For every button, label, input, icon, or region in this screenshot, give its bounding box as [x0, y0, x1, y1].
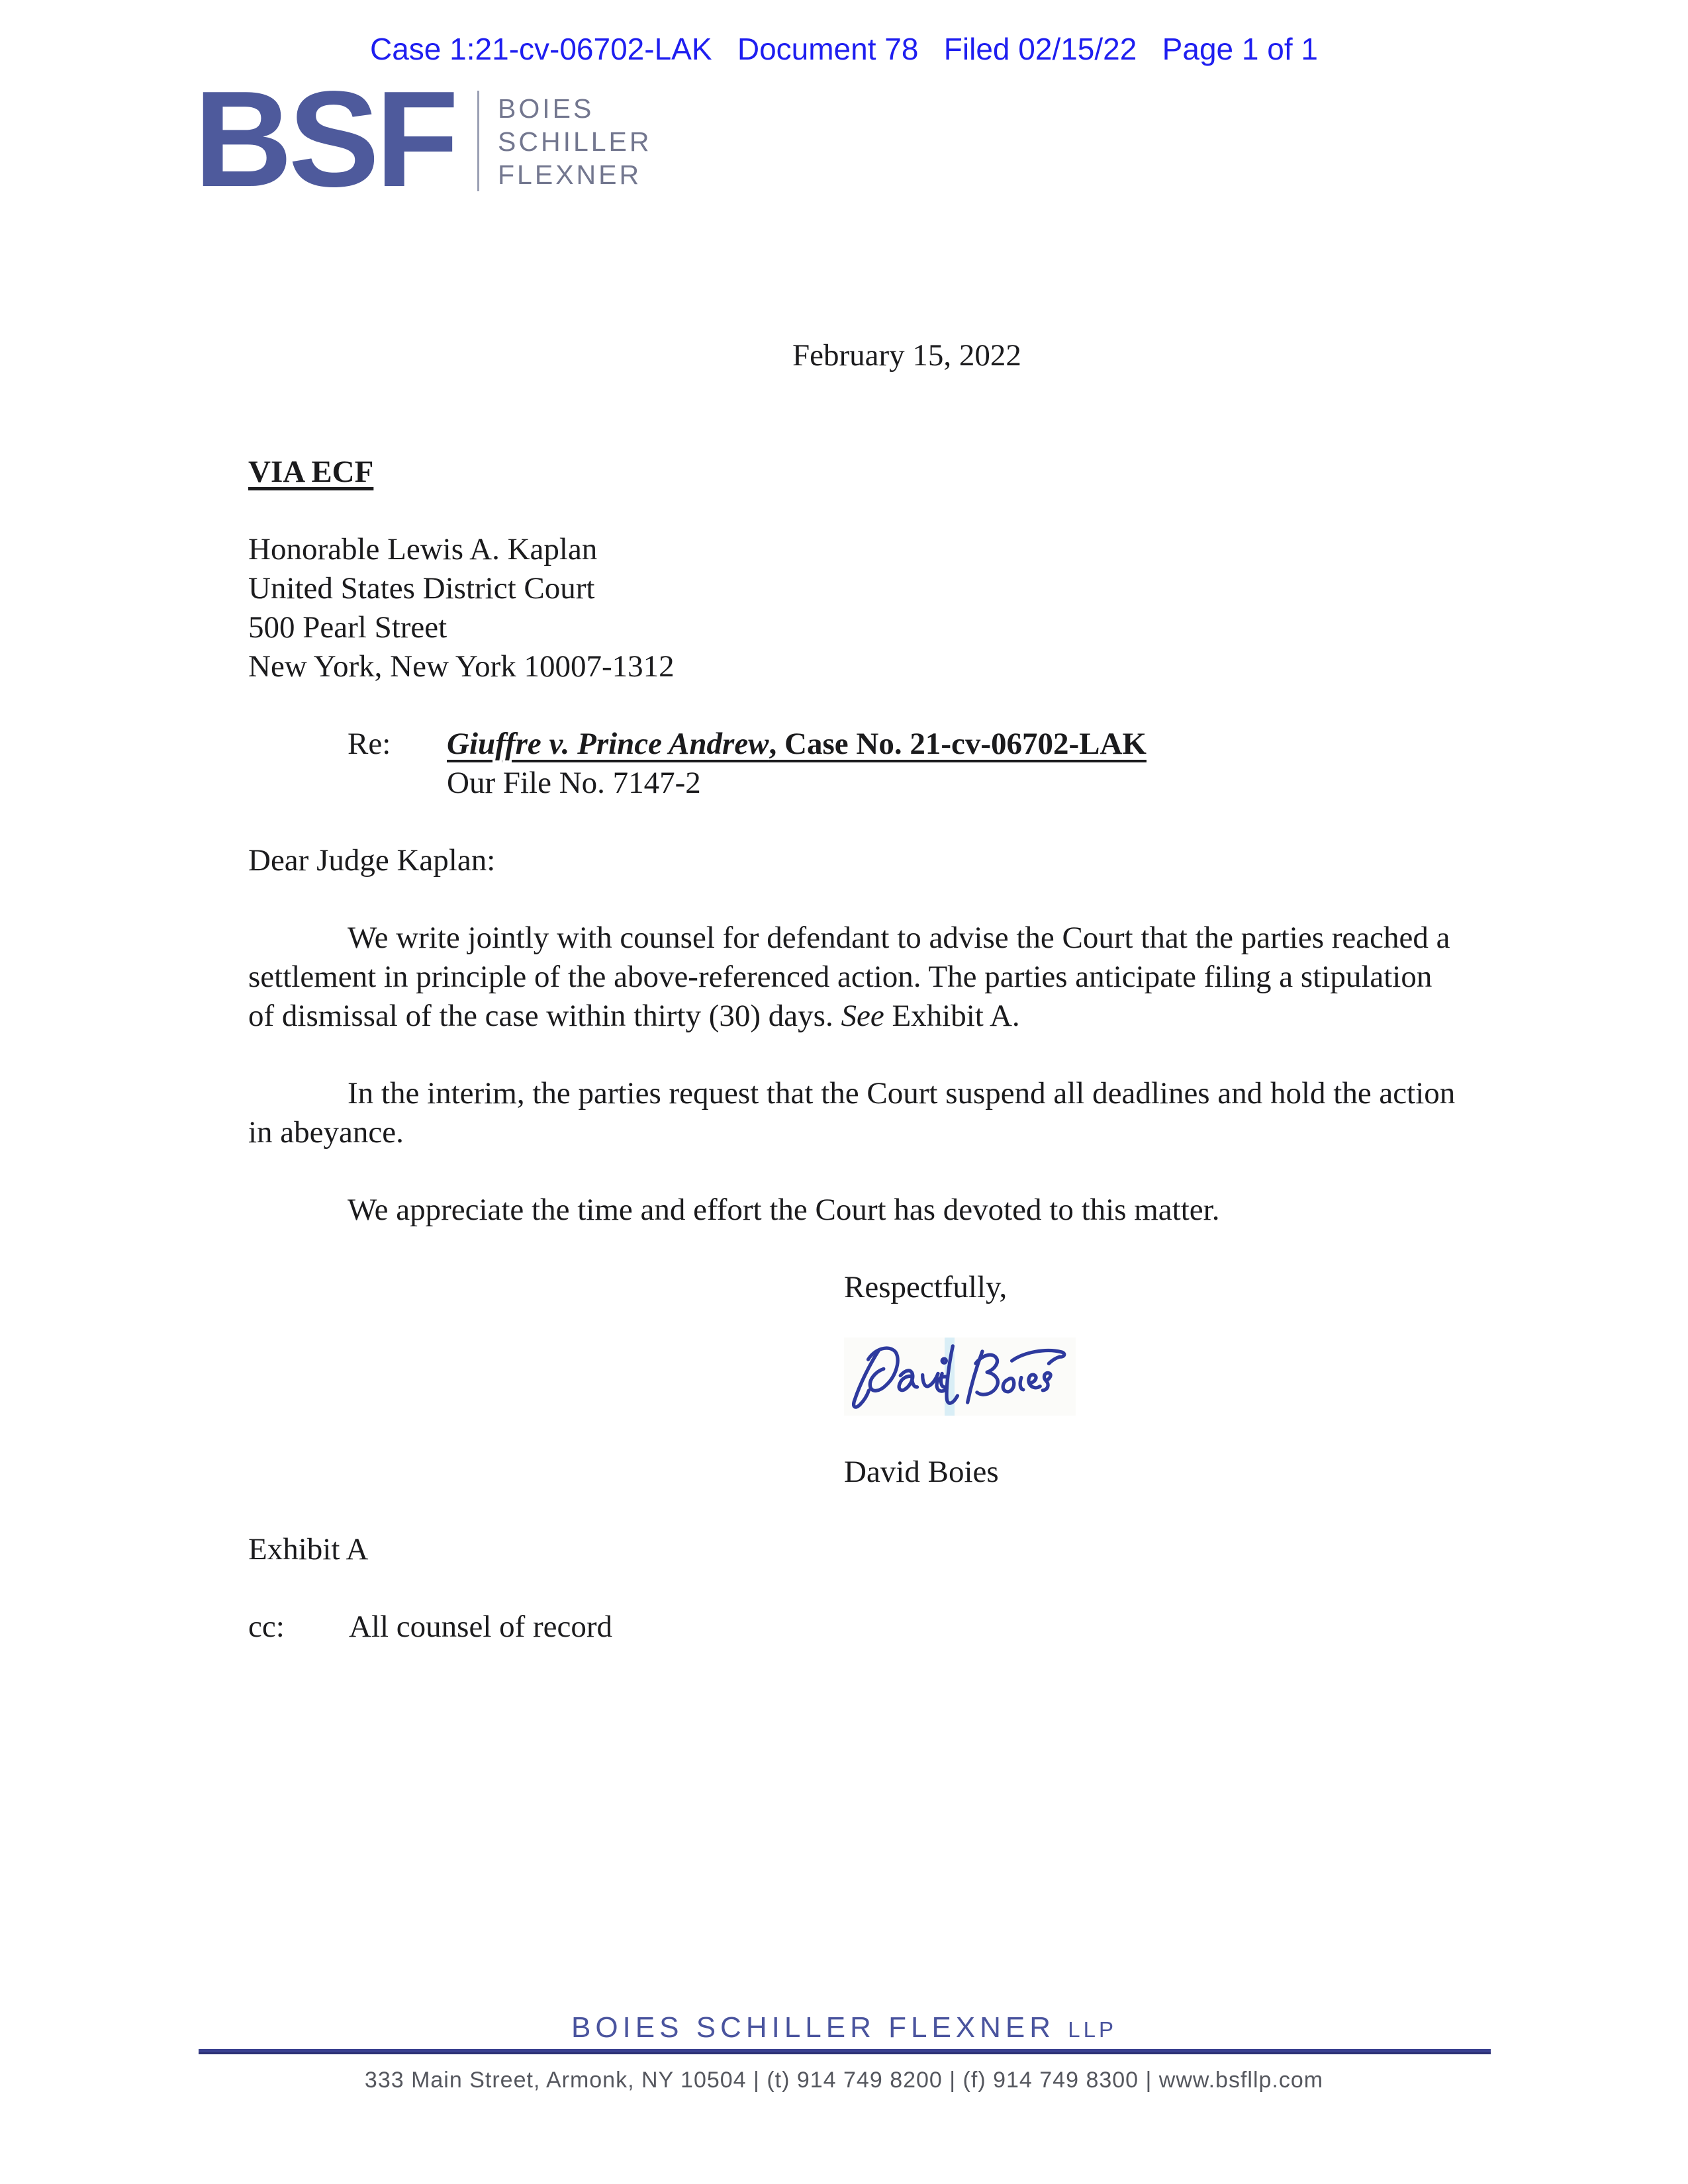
enclosure-note: Exhibit A — [248, 1532, 369, 1567]
signature-block — [844, 1338, 1076, 1416]
letter-date: February 15, 2022 — [792, 338, 1021, 373]
footer-rule — [199, 2049, 1491, 2054]
footer-firm-text: BOIES SCHILLER FLEXNER — [571, 2011, 1056, 2044]
wordmark-line-schiller: SCHILLER — [498, 126, 652, 157]
logo-wordmark — [498, 91, 652, 191]
wordmark-line-flexner: FLEXNER — [498, 159, 642, 190]
re-case-number: , Case No. 21-cv-06702-LAK — [769, 727, 1147, 761]
firm-logo — [194, 63, 652, 215]
re-label: Re: — [348, 727, 391, 761]
body-paragraph-3: We appreciate the time and effort the Court has devoted to this matter. — [348, 1193, 1220, 1227]
delivery-method: VIA ECF — [248, 455, 374, 489]
recipient-line-court: United States District Court — [248, 571, 595, 606]
recipient-line-street: 500 Pearl Street — [248, 610, 447, 645]
recipient-line-city: New York, New York 10007-1312 — [248, 649, 675, 684]
cc-line — [248, 1608, 1460, 1647]
paragraph-1-see-citation: See — [841, 999, 884, 1033]
footer-address-line: 333 Main Street, Armonk, NY 10504 | (t) 914 749 8200 | (f) 914 749 8300 | www.bsfllp.com — [364, 2068, 1324, 2093]
recipient-line-name: Honorable Lewis A. Kaplan — [248, 532, 598, 567]
body-paragraph-2: In the interim, the parties request that the Court suspend all deadlines and hold the action in abeyance. — [248, 1076, 1456, 1150]
closing-line: Respectfully, — [844, 1270, 1008, 1304]
wordmark-line-boies: BOIES — [498, 93, 594, 124]
bsf-logo-initials: BSF — [194, 63, 455, 215]
footer-firm-name — [0, 2011, 1688, 2047]
re-file-number: Our File No. 7147-2 — [447, 766, 701, 800]
paragraph-1-text: We write jointly with counsel for defendant to advise the Court that the parties reached a settlement in principle of the above-referenced action. The parties anticipate filing a stipulation of dismissal of the case within thirty (30) days. — [248, 921, 1450, 1033]
salutation: Dear Judge Kaplan: — [248, 843, 496, 878]
re-case-title: Giuffre v. Prince Andrew — [447, 727, 769, 761]
cc-label: cc: — [248, 1610, 285, 1644]
signature-handwriting — [844, 1338, 1076, 1416]
logo-divider — [477, 91, 479, 191]
signer-name: David Boies — [844, 1455, 999, 1489]
cc-value: All counsel of record — [349, 1610, 613, 1644]
re-subject — [447, 725, 1147, 764]
body-paragraph-1 — [248, 919, 1460, 1036]
letter-body — [248, 453, 1460, 1647]
ecf-filing-stamp: Case 1:21-cv-06702-LAK Document 78 Filed 02/15/22 Page 1 of 1 — [370, 32, 1318, 66]
re-block — [248, 725, 1460, 803]
footer-llp-suffix: LLP — [1068, 2017, 1117, 2042]
paragraph-1-exhibit-ref: Exhibit A. — [884, 999, 1020, 1033]
recipient-address — [248, 530, 1460, 686]
